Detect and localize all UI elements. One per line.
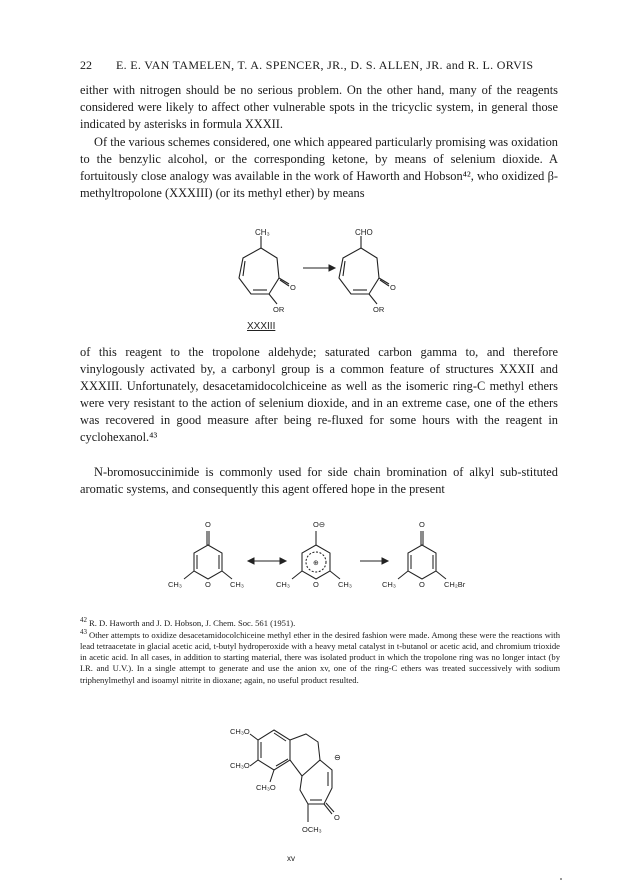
resonance-arrow (248, 558, 286, 564)
reaction-scheme-xxxiii (225, 226, 415, 338)
methoxy-1: CH₃O (230, 727, 250, 736)
carbonyl-o-3: O (419, 520, 425, 529)
methyl-2: CH₃ (230, 580, 244, 589)
methoxy-3: CH₃O (256, 783, 276, 792)
positive-charge: ⊕ (313, 560, 319, 567)
left-carbonyl-o: O (290, 283, 296, 292)
left-or-label: OR (273, 305, 285, 314)
paragraph-1: either with nitrogen should be no serious problem. On the other hand, many of the reagents considered were likely to affect other vulnerable spots in the tricyclic system, in general those indicated by asterisks in formula XXXII. (80, 83, 558, 131)
right-carbonyl-o: O (390, 283, 396, 292)
ring-o-2: O (313, 580, 319, 589)
anion-charge: ⊖ (334, 753, 341, 762)
pyrylium-ring (292, 531, 340, 579)
tropolone-ring-left (239, 236, 289, 304)
ring-o-3: O (419, 580, 425, 589)
paragraph-2: Of the various schemes considered, one which appeared particularly promising was oxidation to the benzylic alcohol, or the corresponding ketone, by means of selenium dioxide. A fortuitously close analogy was available in the work of Haworth and Hobson⁴², who oxidized β-methyltropolone (XXXIII) (or its methyl ether) by means (80, 135, 558, 200)
methyl-1: CH₃ (168, 580, 182, 589)
reaction-arrow-2 (360, 558, 388, 564)
running-head-authors: E. E. VAN TAMELEN, T. A. SPENCER, JR., D. S. ALLEN, JR. and R. L. ORVIS (116, 58, 534, 72)
left-methyl-label: CH₃ (255, 228, 270, 237)
anion-xv-structure (228, 710, 368, 850)
paragraph-4: N-bromosuccinimide is commonly used for side chain bromination of alkyl sub-stituted aromatic systems, and consequently this agent offered hope in the present (80, 465, 558, 496)
compound-caption-xxxiii: XXXIII (247, 321, 276, 332)
methyl-3: CH₃ (276, 580, 290, 589)
methyl-5: CH₃ (382, 580, 396, 589)
page-number: 22 (80, 58, 92, 72)
carbonyl-o-1: O (205, 520, 211, 529)
ring-a (250, 730, 290, 782)
pyrone-resonance-scheme (168, 515, 468, 597)
ring-o-1: O (205, 580, 211, 589)
tropolone-ring-right (339, 236, 389, 304)
paragraph-3: of this reagent to the tropolone aldehyde; saturated carbon gamma to, and therefore vinylogously activated by, a carbonyl group is a common feature of structures XXXII and XXXIII. Unfortunately, desacetamidocolchiceine as well as the isomeric ring-C methyl ethers were very resistant to the action of selenium dioxide, and in an extreme case, one of the ethers was recovered in good measure after being re-fluxed for some hours with the reagent in cyclohexanol.⁴³ (80, 345, 558, 444)
right-aldehyde-label: CHO (355, 228, 373, 237)
scan-speck (560, 878, 562, 880)
methoxy-2: CH₃O (230, 761, 250, 770)
bromomethyl-pyrone-ring (398, 531, 446, 579)
pyrone-ring-1 (184, 531, 232, 579)
oxide-o: O⊖ (313, 520, 326, 529)
ring-c-tropolone (300, 760, 334, 822)
footnote-43: $^{43}$ Other attempts to oxidize desacetamidocolchiceine methyl ether in the desired fashion were made. Among these were the reactions with lead tetraacetate in glacial acetic acid, t-butyl hydroperoxide with a heavy metal catalyst in t-butanol or acetic acid, and chromium trioxide in acetic acid. In all cases, in addition to starting material, there was isolated product in which the tropolone ring was no longer intact (by I.R. and U.V.). In a single attempt to generate and use the anion xv, one of the ring-C ethers was treated successively with sodium triphenylmethyl and isoamyl nitrite in dioxane; again, no useful product resulted. (80, 628, 560, 685)
tropolone-carbonyl-o: O (334, 813, 340, 822)
methyl-4: CH₃ (338, 580, 352, 589)
ring-b (290, 734, 320, 776)
footnote-42: $^{42}$ R. D. Haworth and J. D. Hobson, J. Chem. Soc. 561 (1951). (80, 616, 296, 628)
methoxy-4: OCH₃ (302, 825, 322, 834)
compound-caption-xv: xv (287, 854, 295, 863)
bromomethyl: CH₂Br (444, 580, 466, 589)
reaction-arrow (303, 265, 335, 271)
right-or-label: OR (373, 305, 385, 314)
